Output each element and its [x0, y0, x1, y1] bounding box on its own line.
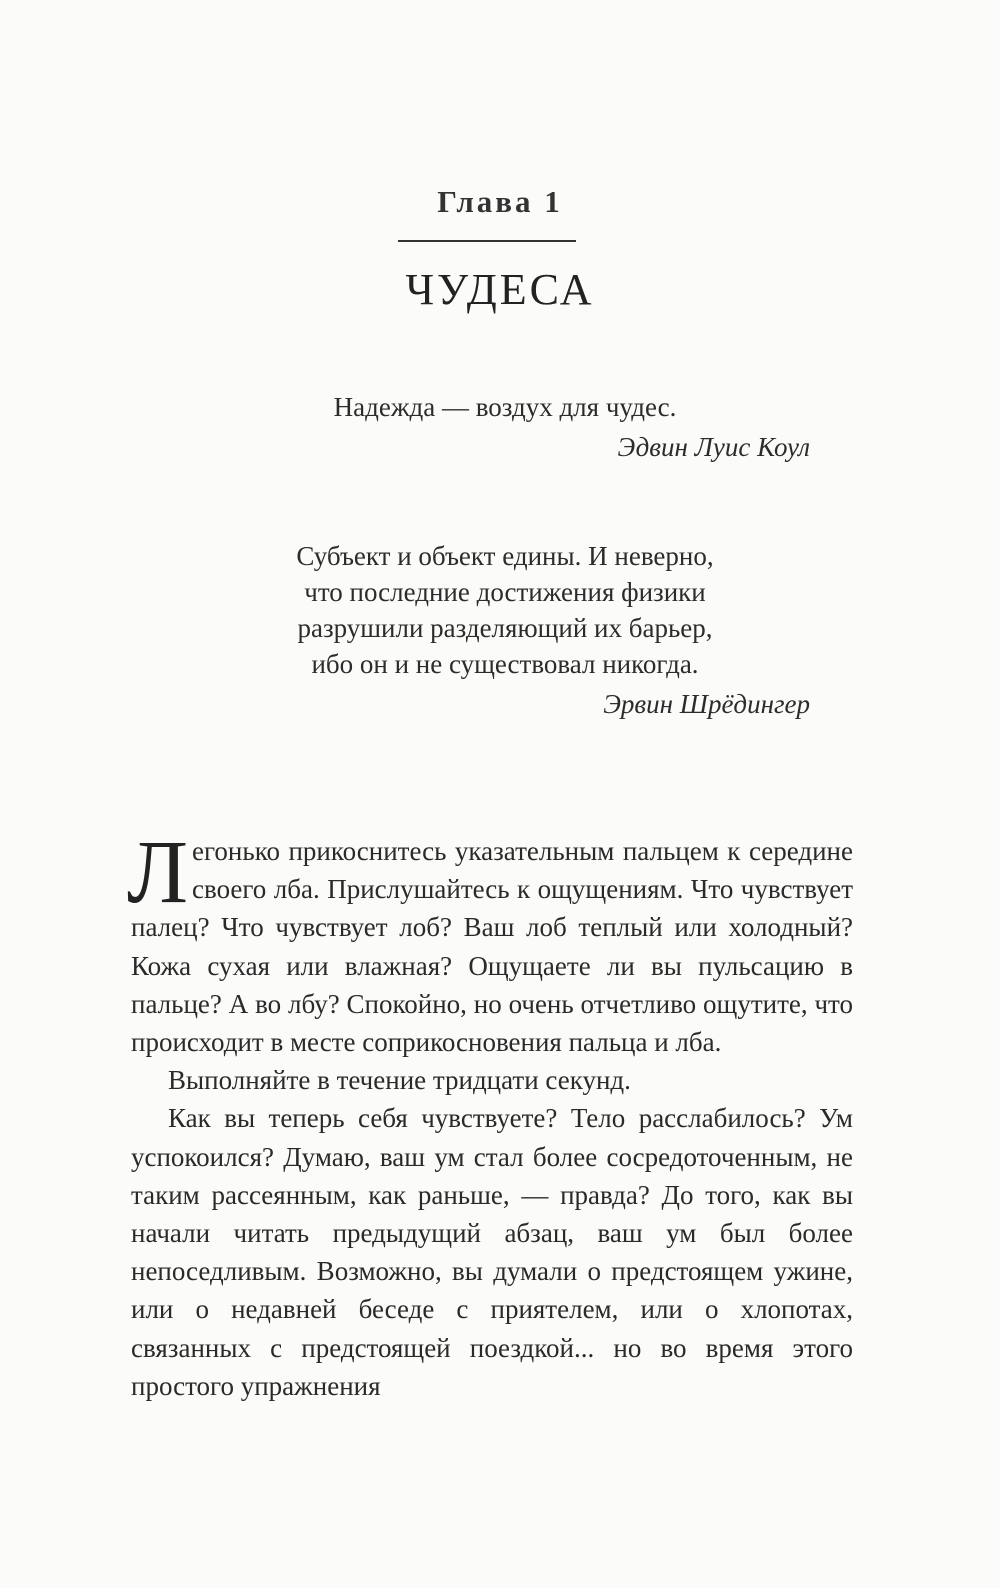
epigraph-quote-line: что последние достижения физики — [304, 577, 706, 607]
chapter-label: Глава 1 — [437, 184, 563, 219]
paragraph: Как вы теперь себя чувствуете? Тело расслабилось? Ум успокоился? Думаю, ваш ум стал более сосредоточенным, не таким рассеянным, как раньше, — правда? До того, как вы начали читать предыдущий абзац, ваш ум был более непоседливым. Возможно, вы думали о предстоящем ужине, или о недавней беседе с приятелем, или о хлопотах, связанных с предстоящей поездкой... но во время этого простого упражнения — [131, 1103, 853, 1401]
paragraph — [127, 823, 853, 1061]
epigraph — [200, 538, 810, 722]
drop-cap: Л — [127, 823, 189, 922]
epigraph-quote-line: разрушили разделяющий их барьер, — [297, 613, 713, 643]
chapter-title: ЧУДЕСА — [405, 265, 595, 314]
epigraph-author: Эрвин Шрёдингер — [603, 689, 810, 719]
epigraph-quote-line: Субъект и объект едины. И неверно, — [296, 541, 714, 571]
epigraph-author: Эдвин Луис Коул — [617, 432, 810, 462]
epigraph-quote-line: Надежда — воздух для чудес. — [333, 392, 677, 422]
body-text — [127, 823, 853, 1405]
chapter-divider — [398, 240, 576, 242]
epigraph — [200, 389, 810, 465]
epigraph-quote-line: ибо он и не существовал никогда. — [311, 649, 699, 679]
paragraph-text: егонько прикоснитесь указательным пальцем к середине своего лба. Прислушайтесь к ощущениям. Что чувствует палец? Что чувствует лоб? Ваш лоб теплый или холодный? Кожа сухая или влажная? Ощущаете ли вы пульсацию в пальце? А во лбу? Спокойно, но очень отчетливо ощутите, что происходит в месте соприкосновения пальца и лба. — [131, 836, 853, 1058]
paragraph: Выполняйте в течение тридцати секунд. — [168, 1065, 631, 1096]
